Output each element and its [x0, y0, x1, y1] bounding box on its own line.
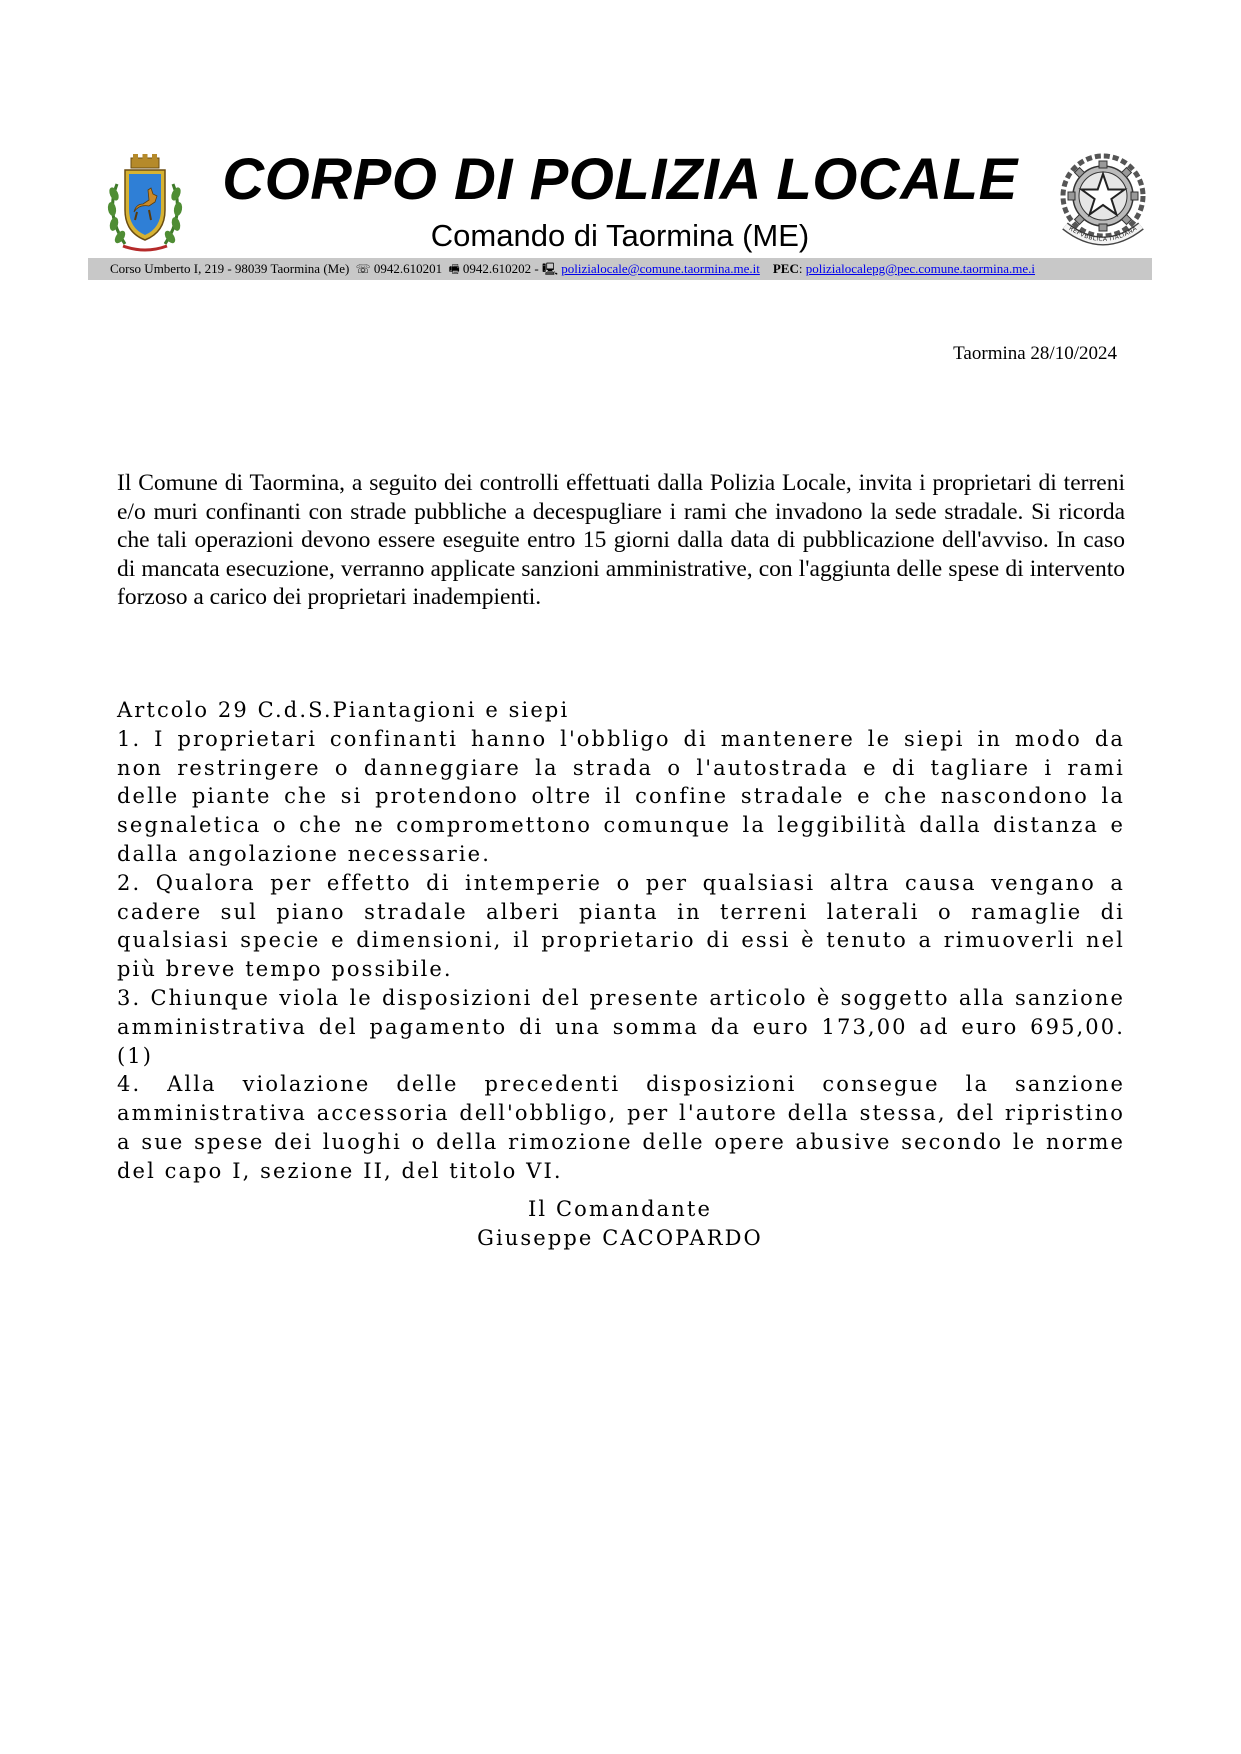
header-title: CORPO DI POLIZIA LOCALE [222, 147, 1018, 212]
fax-icon: 🖷 [445, 262, 460, 276]
pec-link[interactable]: polizialocalepg@pec.comune.taormina.me.i [805, 261, 1036, 276]
contact-fax: 0942.610202 [462, 261, 532, 276]
signature-name: Giuseppe CACOPARDO [477, 1226, 763, 1250]
svg-text:REPVBBLICA ITALIANA: REPVBBLICA ITALIANA [1067, 225, 1139, 244]
article-paragraph: 2. Qualora per effetto di intemperie o per qualsiasi altra causa vengano a cadere sul piano stradale alberi pianta in terreni laterali o ramaglie di qualsiasi specie e dimensioni, il proprietario di essi è tenuto a rimuoverli nel più breve tempo possibile. [117, 870, 1125, 982]
document-date: Taormina 28/10/2024 [953, 343, 1117, 364]
computer-icon: 🖳 [542, 262, 559, 276]
email-link[interactable]: polizialocale@comune.taormina.me.it [561, 261, 760, 276]
contact-phone: 0942.610201 [373, 261, 443, 276]
article-title: Artcolo 29 C.d.S.Piantagioni e siepi [117, 698, 570, 722]
phone-icon: ☏ [352, 262, 371, 276]
article-paragraph: 1. I proprietari confinanti hanno l'obbligo di mantenere le siepi in modo da non restringere o danneggiare la strada o l'autostrada e di tagliare i rami delle piante che si protendono oltre il confine stradale e che nascondono la segnaletica o che ne compromettono comunque la leggibilità dalla distanza e dalla angolazione necessarie. [117, 726, 1125, 866]
header-subtitle: Comando di Taormina (ME) [430, 218, 810, 253]
signature-block [400, 1195, 840, 1253]
article-paragraph: 3. Chiunque viola le disposizioni del presente articolo è soggetto alla sanzione amministrativa del pagamento di una somma da euro 173,00 ad euro 695,00. (1) [117, 985, 1125, 1068]
intro-paragraph: Il Comune di Taormina, a seguito dei controlli effettuati dalla Polizia Locale, invita i proprietari di terreni e/o muri confinanti con strade pubbliche a decespugliare i rami che invadono la sede stradale. Si ricorda che tali operazioni devono essere eseguite entro 15 giorni dalla data di pubblicazione dell'avviso. In caso di mancata esecuzione, verranno applicate sanzioni amministrative, con l'aggiunta delle spese di intervento forzoso a carico dei proprietari inadempienti. [117, 470, 1125, 611]
signature-role: Il Comandante [527, 1197, 712, 1221]
article-paragraph: 4. Alla violazione delle precedenti disposizioni consegue la sanzione amministrativa accessoria dell'obbligo, per l'autore della stessa, del ripristino a sue spese dei luoghi o della rimozione delle opere abusive secondo le norme del capo I, sezione II, del titolo VI. [117, 1072, 1125, 1183]
taormina-coat-of-arms-icon [103, 154, 187, 254]
pec-label: PEC [772, 261, 799, 276]
article-block [117, 696, 1125, 1186]
italian-republic-emblem-icon [1057, 150, 1149, 252]
contact-bar: Corso Umberto I, 219 - 98039 Taormina (Me) ☏ 0942.610201 🖷 0942.610202 - 🖳 polizialocale@comune.taormina.me.it PEC: polizialocalepg@pec.comune.taormina.me.i [88, 258, 1152, 280]
contact-address: Corso Umberto I, 219 - 98039 Taormina (Me) [110, 261, 350, 276]
